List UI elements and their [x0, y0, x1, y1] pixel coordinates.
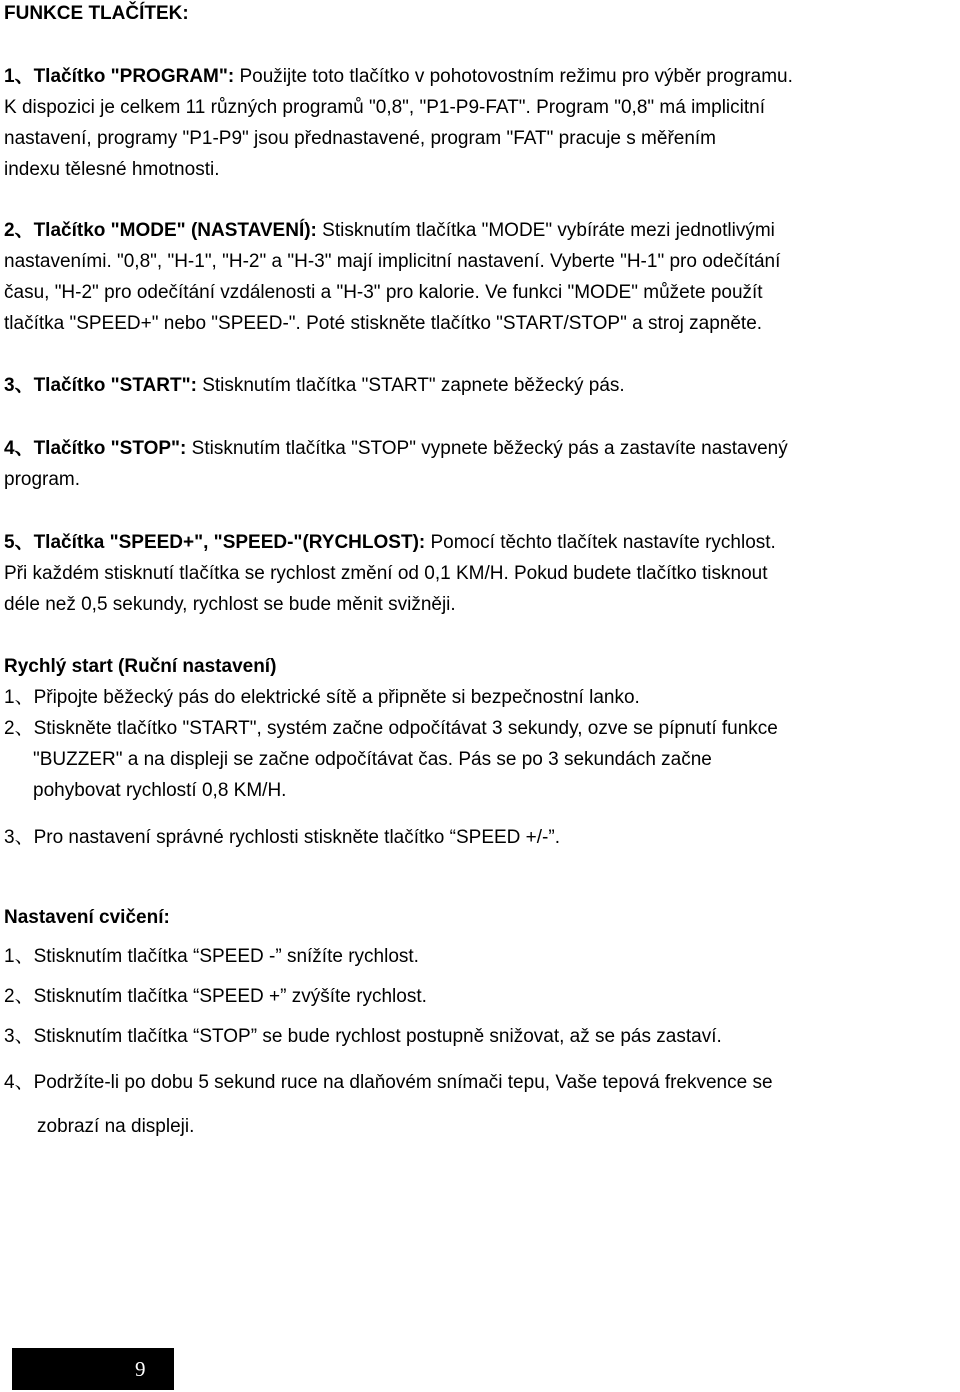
stop-button-line: program. — [4, 469, 81, 490]
program-button-line: indexu tělesné hmotnosti. — [4, 159, 220, 180]
quick-start-item: 3、Pro nastavení správné rychlosti stiskněte tlačítko “SPEED +/-”. — [4, 827, 560, 848]
program-button-section — [4, 61, 960, 185]
speed-buttons-heading: 5、Tlačítka "SPEED+", "SPEED-"(RYCHLOST): — [4, 532, 431, 553]
exercise-item: 1、Stisknutím tlačítka “SPEED -” snížíte rychlost. — [4, 946, 419, 967]
speed-buttons-section — [4, 527, 960, 620]
exercise-settings-heading: Nastavení cvičení: — [4, 907, 170, 928]
program-button-line: K dispozici je celkem 11 různých programů "0,8", "P1-P9-FAT". Program "0,8" má implicitní — [4, 97, 765, 118]
page-number: 9 — [135, 1357, 146, 1381]
mode-button-line: tlačítka "SPEED+" nebo "SPEED-". Poté stiskněte tlačítko "START/STOP" a stroj zapněte. — [4, 313, 763, 334]
mode-button-line: nastaveními. "0,8", "H-1", "H-2" a "H-3" mají implicitní nastavení. Vyberte "H-1" pro odečítání — [4, 251, 781, 272]
quick-start-item-continuation: "BUZZER" a na displeji se začne odpočítávat čas. Pás se po 3 sekundách začne — [33, 749, 712, 770]
exercise-item: 4、Podržíte-li po dobu 5 sekund ruce na dlaňovém snímači tepu, Vaše tepová frekvence se — [4, 1072, 773, 1093]
program-button-heading: 1、Tlačítko "PROGRAM": — [4, 66, 240, 87]
exercise-item-continuation: zobrazí na displeji. — [37, 1116, 195, 1137]
exercise-item: 3、Stisknutím tlačítka “STOP” se bude rychlost postupně snižovat, až se pás zastaví. — [4, 1026, 722, 1047]
speed-buttons-line: déle než 0,5 sekundy, rychlost se bude měnit svižněji. — [4, 594, 456, 615]
page-title: FUNKCE TLAČÍTEK: — [4, 3, 189, 24]
exercise-item: 2、Stisknutím tlačítka “SPEED +” zvýšíte rychlost. — [4, 986, 427, 1007]
program-button-line: nastavení, programy "P1-P9" jsou přednastavené, program "FAT" pracuje s měřením — [4, 128, 717, 149]
speed-buttons-line: Při každém stisknutí tlačítka se rychlost změní od 0,1 KM/H. Pokud budete tlačítko tisknout — [4, 563, 768, 584]
stop-button-line: Stisknutím tlačítka "STOP" vypnete běžecký pás a zastavíte nastavený — [191, 438, 788, 459]
start-button-heading: 3、Tlačítko "START": — [4, 375, 203, 396]
start-button-line: Stisknutím tlačítka "START" zapnete běžecký pás. — [202, 375, 625, 396]
stop-button-heading: 4、Tlačítko "STOP": — [4, 438, 192, 459]
stop-button-section — [4, 433, 960, 495]
quick-start-item-continuation: pohybovat rychlostí 0,8 KM/H. — [33, 780, 287, 801]
mode-button-section — [4, 215, 960, 339]
quick-start-item: 2、Stiskněte tlačítko "START", systém začne odpočítávat 3 sekundy, ozve se pípnutí funkce — [4, 718, 778, 739]
speed-buttons-line: Pomocí těchto tlačítek nastavíte rychlost. — [430, 532, 776, 553]
program-button-line: Použijte toto tlačítko v pohotovostním režimu pro výběr programu. — [239, 66, 793, 87]
quick-start-item: 1、Připojte běžecký pás do elektrické sítě a připněte si bezpečnostní lanko. — [4, 687, 640, 708]
mode-button-line: času, "H-2" pro odečítání vzdálenosti a "H-3" pro kalorie. Ve funkci "MODE" můžete použít — [4, 282, 763, 303]
exercise-settings-section — [4, 902, 960, 1142]
mode-button-line: Stisknutím tlačítka "MODE" vybíráte mezi jednotlivými — [322, 220, 775, 241]
start-button-section — [4, 370, 960, 401]
quick-start-heading: Rychlý start (Ruční nastavení) — [4, 656, 277, 677]
quick-start-section — [4, 651, 960, 853]
mode-button-heading: 2、Tlačítko "MODE" (NASTAVENÍ): — [4, 220, 323, 241]
